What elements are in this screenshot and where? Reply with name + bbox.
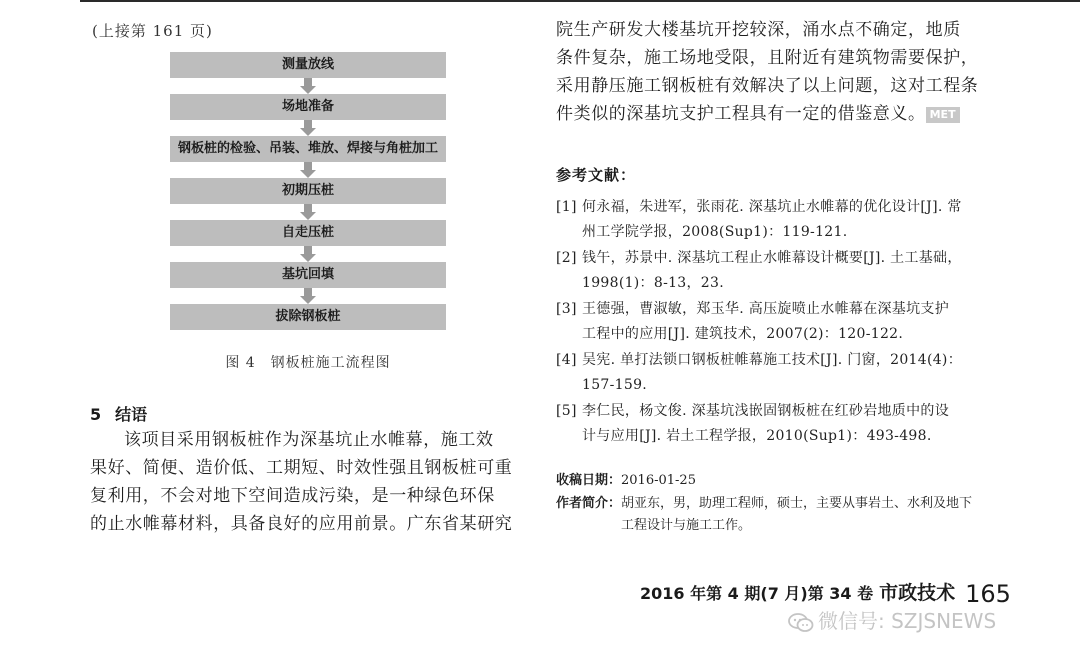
top-rule bbox=[80, 0, 1080, 2]
text-line: 复利用，不会对地下空间造成污染，是一种绿色环保 bbox=[90, 486, 495, 506]
section-number: 5 bbox=[90, 405, 102, 424]
references-list bbox=[556, 195, 994, 450]
reference-line: 计与应用[J]. 岩土工程学报，2010(Sup1)：493-498. bbox=[582, 428, 932, 444]
reference-line: 157-159. bbox=[582, 377, 648, 393]
page-number: 165 bbox=[965, 580, 1011, 608]
conclusion-paragraph-left bbox=[90, 426, 530, 538]
reference-index: [4] bbox=[556, 352, 577, 368]
flow-step: 基坑回填 bbox=[170, 262, 446, 288]
flow-step: 钢板桩的检验、吊装、堆放、焊接与角桩加工 bbox=[170, 136, 446, 162]
issue-info: 2016 年第 4 期(7 月)第 34 卷 bbox=[640, 584, 874, 603]
down-arrow-icon bbox=[170, 288, 446, 304]
flow-step: 场地准备 bbox=[170, 94, 446, 120]
text-line: 条件复杂，施工场地受限，且附近有建筑物需要保护， bbox=[556, 48, 979, 68]
flow-step: 初期压桩 bbox=[170, 178, 446, 204]
down-arrow-icon bbox=[170, 162, 446, 178]
author-label: 作者简介： bbox=[556, 496, 622, 511]
reference-index: [3] bbox=[556, 301, 577, 317]
reference-line: 州工学院学报，2008(Sup1)：119-121. bbox=[582, 224, 848, 240]
page-footer bbox=[640, 578, 1011, 608]
text-line: 院生产研发大楼基坑开挖较深，涌水点不确定，地质 bbox=[556, 20, 961, 40]
received-date bbox=[556, 470, 996, 492]
references-title: 参考文献： bbox=[556, 166, 637, 184]
down-arrow-icon bbox=[170, 78, 446, 94]
reference-line: 王德强，曹淑敏，郑玉华. 高压旋喷止水帷幕在深基坑支护 bbox=[582, 301, 949, 317]
text-line: 采用静压施工钢板桩有效解决了以上问题，这对工程条 bbox=[556, 76, 979, 96]
text-line-content: 件类似的深基坑支护工程具有一定的借鉴意义。 bbox=[556, 104, 926, 124]
reference-line: 何永福，朱进军，张雨花. 深基坑止水帷幕的优化设计[J]. 常 bbox=[582, 199, 962, 215]
reference-index: [1] bbox=[556, 199, 577, 215]
reference-item bbox=[556, 348, 994, 398]
flow-step: 拔除钢板桩 bbox=[170, 304, 446, 330]
watermark-text: 微信号: SZJSNEWS bbox=[818, 609, 997, 633]
text-line: 该项目采用钢板桩作为深基坑止水帷幕，施工效 bbox=[124, 430, 494, 450]
text-line: 果好、简便、造价低、工期短、时效性强且钢板桩可重 bbox=[90, 458, 513, 478]
flow-step: 自走压桩 bbox=[170, 220, 446, 246]
author-line: 工程设计与施工工作。 bbox=[621, 518, 752, 533]
author-line: 胡亚东，男，助理工程师，硕士，主要从事岩土、水利及地下 bbox=[621, 496, 973, 511]
flow-step: 测量放线 bbox=[170, 52, 446, 78]
figure-caption: 图 4 钢板桩施工流程图 bbox=[225, 355, 391, 371]
reference-item bbox=[556, 195, 994, 245]
down-arrow-icon bbox=[170, 246, 446, 262]
section-heading bbox=[90, 402, 147, 425]
continued-note: (上接第 161 页) bbox=[92, 22, 213, 40]
section-title: 结语 bbox=[115, 405, 148, 424]
down-arrow-icon bbox=[170, 120, 446, 136]
reference-line: 工程中的应用[J]. 建筑技术，2007(2)：120-122. bbox=[582, 326, 904, 342]
conclusion-paragraph-right bbox=[556, 16, 992, 128]
reference-index: [5] bbox=[556, 403, 577, 419]
wechat-icon bbox=[788, 612, 814, 634]
reference-line: 钱午，苏景中. 深基坑工程止水帷幕设计概要[J]. 土工基础， bbox=[582, 250, 962, 266]
author-bio bbox=[556, 493, 996, 537]
down-arrow-icon bbox=[170, 204, 446, 220]
reference-item bbox=[556, 297, 994, 347]
reference-line: 李仁民，杨文俊. 深基坑浅嵌固钢板桩在红砂岩地质中的设 bbox=[582, 403, 949, 419]
reference-line: 1998(1)：8-13，23. bbox=[582, 275, 724, 291]
received-label: 收稿日期： bbox=[556, 473, 622, 488]
reference-index: [2] bbox=[556, 250, 577, 266]
flowchart bbox=[170, 52, 446, 330]
text-line bbox=[556, 100, 992, 128]
received-value: 2016-01-25 bbox=[621, 473, 696, 488]
reference-item bbox=[556, 246, 994, 296]
end-mark: MET bbox=[926, 107, 960, 123]
journal-name: 市政技术 bbox=[879, 582, 956, 604]
text-line: 的止水帷幕材料，具备良好的应用前景。广东省某研究 bbox=[90, 514, 513, 534]
wechat-watermark bbox=[788, 605, 996, 634]
reference-line: 吴宪. 单打法锁口钢板桩帷幕施工技术[J]. 门窗，2014(4)： bbox=[582, 352, 962, 368]
reference-item bbox=[556, 399, 994, 449]
